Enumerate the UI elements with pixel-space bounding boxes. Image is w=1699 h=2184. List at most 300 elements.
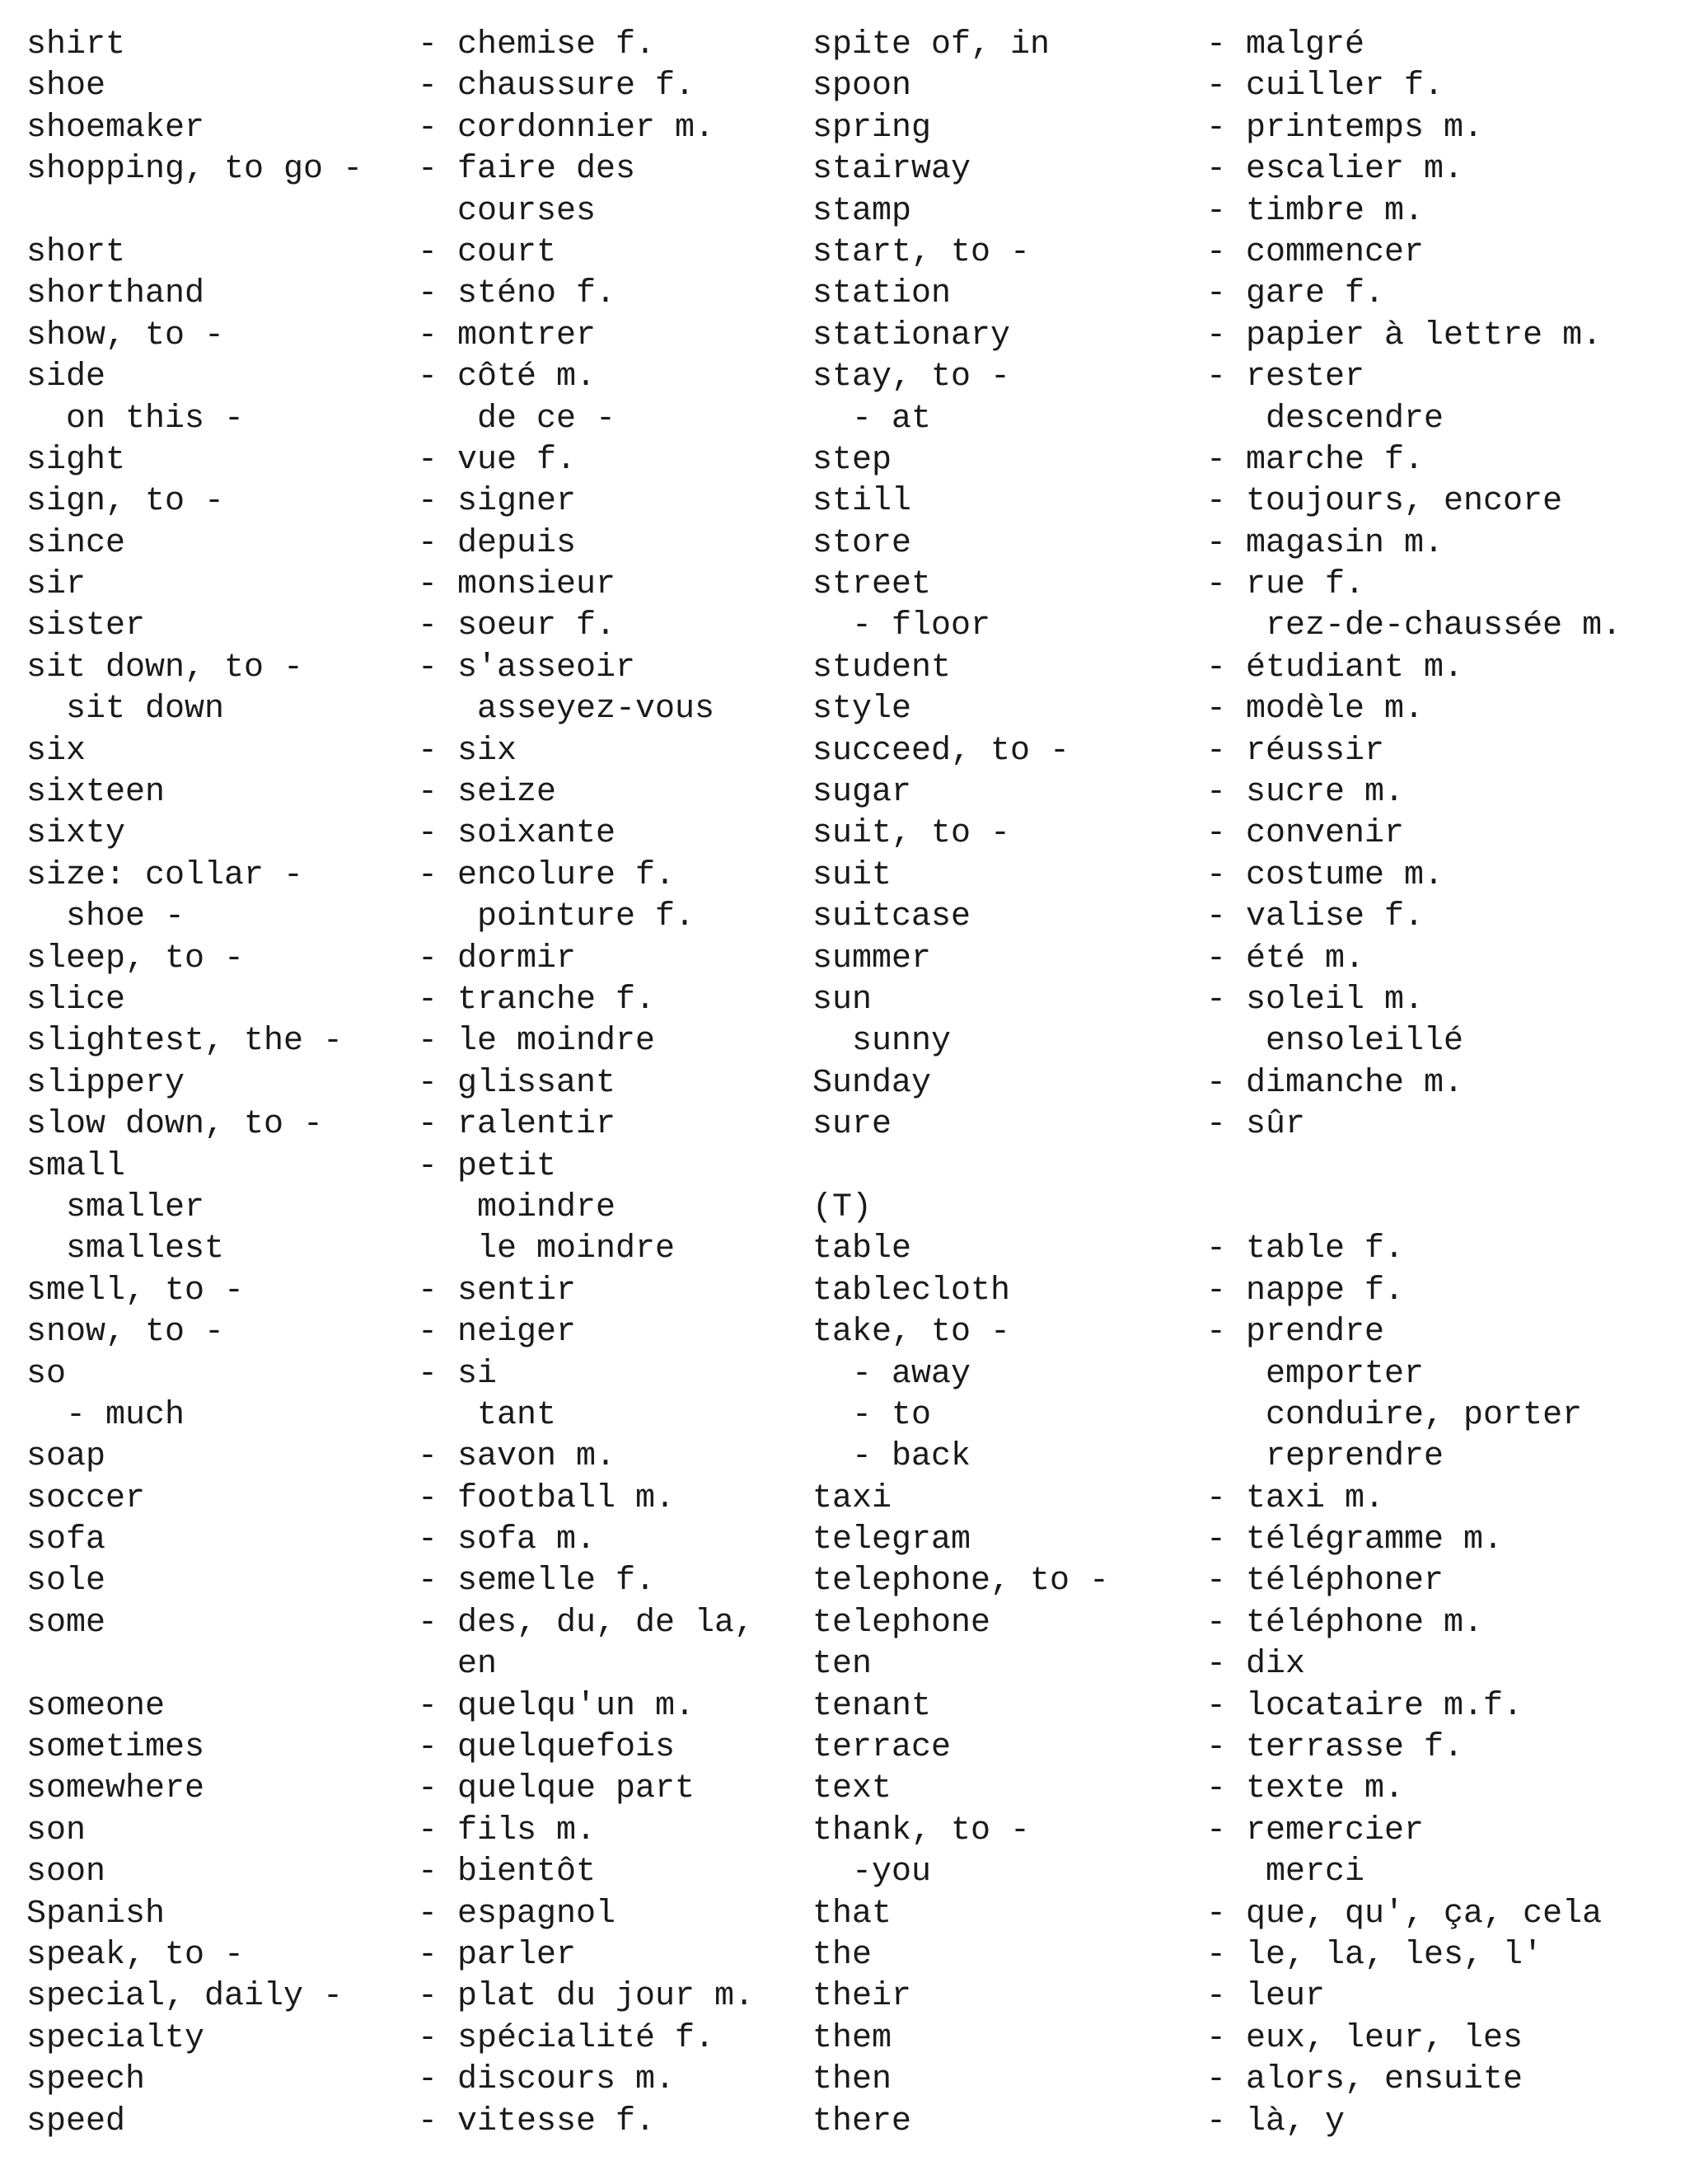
english-term: telegram [812,1521,971,1559]
french-translation: - le moindre [418,1023,656,1061]
french-translation: - côté m. [418,359,597,396]
english-term: taxi [812,1479,892,1517]
french-translation: - convenir [1206,815,1405,853]
french-translation: - malgré [1206,26,1365,63]
english-term: sure [812,1106,892,1144]
french-translation: - chemise f. [418,26,656,63]
glossary-entry [26,1976,834,2018]
french-translation: - texte m. [1206,1770,1405,1808]
english-term: shoe [26,68,106,105]
french-translation: - timbre m. [1206,192,1425,230]
english-term: spite of, in [812,26,1051,63]
french-translation: reprendre [1206,1438,1444,1476]
french-translation: emporter [1206,1355,1425,1393]
french-translation: - vue f. [418,441,577,479]
french-translation: - neiger [418,1314,577,1352]
glossary-entry [26,2102,834,2143]
glossary-entry [812,606,1686,647]
english-term: sight [26,441,126,479]
french-translation: - chaussure f. [418,68,695,105]
english-term: speak, to - [26,1936,245,1974]
english-term: style [812,691,912,729]
french-translation: - football m. [418,1479,676,1517]
english-term: slow down, to - [26,1106,324,1144]
glossary-entry [26,2060,834,2101]
french-translation: moindre [418,1188,616,1226]
french-translation: - savon m. [418,1438,616,1476]
glossary-entry [26,606,834,647]
glossary-entry [26,1436,834,1478]
french-translation: - faire des [418,151,636,189]
english-term: suit [812,856,892,894]
glossary-entry [26,523,834,565]
glossary-entry [812,1894,1686,1935]
french-translation: - quelquefois [418,1729,676,1767]
french-translation: - prendre [1206,1314,1385,1352]
english-term: sometimes [26,1729,205,1767]
glossary-entry [812,1727,1686,1769]
english-term: sofa [26,1521,106,1559]
english-term: table [812,1230,912,1268]
glossary-entry [26,1229,834,1270]
french-translation: ensoleillé [1206,1023,1464,1061]
glossary-entry [812,399,1686,440]
french-translation: - bientôt [418,1854,597,1891]
english-term: their [812,1978,912,2016]
english-term [26,191,418,232]
glossary-entry [26,1520,834,1561]
glossary-entry [26,1146,834,1188]
glossary-entry [812,1811,1686,1852]
glossary-entry [26,813,834,855]
english-term: succeed, to - [812,732,1070,770]
french-translation: - sténo f. [418,275,616,313]
english-term: smell, to - [26,1272,245,1310]
english-term: shoemaker [26,109,205,147]
glossary-entry [812,1852,1686,1893]
glossary-entry [26,481,834,523]
glossary-entry [26,772,834,813]
french-translation: - dimanche m. [1206,1064,1464,1102]
glossary-entry [26,1271,834,1312]
glossary-entry [812,1935,1686,1976]
english-term: store [812,524,912,562]
glossary-entry [812,1271,1686,1312]
french-translation: - printemps m. [1206,109,1484,147]
english-term: sign, to - [26,483,225,521]
french-translation: - télégramme m. [1206,1521,1504,1559]
french-translation: - nappe f. [1206,1272,1405,1310]
french-translation: - que, qu', ça, cela [1206,1895,1603,1933]
french-translation: - montrer [418,316,597,354]
french-translation: - magasin m. [1206,524,1444,562]
french-translation: - s'asseoir [418,649,636,687]
french-translation: - le, la, les, l' [1206,1936,1543,1974]
english-term [26,1644,418,1685]
french-translation: courses [418,192,597,230]
french-translation: - terrasse f. [1206,1729,1464,1767]
english-term: sixty [26,815,126,853]
french-translation: - eux, leur, les [1206,2019,1523,2057]
english-term: suit, to - [812,815,1011,853]
french-translation: - petit [418,1147,557,1185]
french-translation: - papier à lettre m. [1206,316,1603,354]
glossary-entry [26,897,834,938]
english-term: then [812,2061,892,2099]
english-term: shoe - [26,898,185,936]
glossary-entry [26,689,834,730]
french-translation: - court [418,233,557,271]
english-term: spoon [812,68,912,105]
english-term: suitcase [812,898,971,936]
glossary-entry [812,149,1686,190]
french-translation: conduire, porter [1206,1396,1583,1434]
french-translation: - sucre m. [1206,774,1405,812]
french-translation: pointure f. [418,898,695,936]
french-translation: - soixante [418,815,616,853]
french-translation: - réussir [1206,732,1385,770]
english-term: telephone [812,1604,991,1642]
glossary-entry [26,648,834,689]
english-term: some [26,1604,106,1642]
english-term: step [812,441,892,479]
glossary-entry [26,1811,834,1852]
glossary-entry [812,1312,1686,1353]
english-term: smaller [26,1188,205,1226]
french-translation: - alors, ensuite [1206,2061,1523,2099]
english-term: stationary [812,316,1011,354]
english-term: sole [26,1563,106,1601]
french-translation: - escalier m. [1206,151,1464,189]
glossary-entry [812,1104,1686,1146]
french-translation: de ce - [418,400,616,438]
english-term: shopping, to go - [26,151,363,189]
french-translation: - costume m. [1206,856,1444,894]
french-translation: - sûr [1206,1106,1306,1144]
french-translation: le moindre [418,1230,676,1268]
glossary-entry [812,1976,1686,2018]
french-translation: - rue f. [1206,566,1365,604]
french-translation: - dormir [418,940,577,977]
glossary-entry [26,399,834,440]
french-translation: - soeur f. [418,607,616,645]
french-translation: - gare f. [1206,275,1385,313]
english-term: speech [26,2061,146,2099]
english-term: someone [26,1687,166,1725]
english-term: stamp [812,192,912,230]
french-translation: - plat du jour m. [418,1978,755,2016]
french-translation: - toujours, encore [1206,483,1563,521]
french-translation: - cordonnier m. [418,109,715,147]
english-term: the [812,1936,873,1974]
glossary-entry [26,1063,834,1104]
glossary-entry [812,440,1686,481]
english-term: snow, to - [26,1314,225,1352]
glossary-entry [812,1021,1686,1062]
french-translation: merci [1206,1854,1365,1891]
french-translation: - valise f. [1206,898,1425,936]
glossary-entry [812,191,1686,232]
glossary-entry [26,1935,834,1976]
glossary-entry [812,1395,1686,1436]
glossary-left-column [26,25,834,2143]
english-term: - to [812,1396,932,1434]
french-translation: - locataire m.f. [1206,1687,1523,1725]
glossary-entry [812,1354,1686,1395]
english-term: - away [812,1355,971,1393]
glossary-entry [26,1603,834,1644]
english-term: street [812,566,932,604]
glossary-entry [26,66,834,107]
french-translation: - tranche f. [418,981,656,1019]
english-term: sugar [812,774,912,812]
glossary-entry [26,1644,834,1685]
glossary-entry [812,2102,1686,2143]
french-translation: - fils m. [418,1811,597,1849]
french-translation: descendre [1206,400,1444,438]
english-term: specialty [26,2019,205,2057]
english-term: special, daily - [26,1978,344,2016]
glossary-entry [812,1769,1686,1810]
glossary-entry [812,1063,1686,1104]
english-term: tenant [812,1687,932,1725]
glossary-entry [26,1395,834,1436]
english-term: somewhere [26,1770,205,1808]
glossary-entry [26,1104,834,1146]
glossary-entry [26,1769,834,1810]
english-term: sixteen [26,774,166,812]
french-translation: - marche f. [1206,441,1425,479]
french-translation: - étudiant m. [1206,649,1464,687]
glossary-entry [26,1021,834,1062]
french-translation: - leur [1206,1978,1326,2016]
french-translation: - téléphone m. [1206,1604,1484,1642]
french-translation: - rester [1206,359,1365,396]
english-term: small [26,1147,126,1185]
english-term: tablecloth [812,1272,1011,1310]
english-term: Sunday [812,1064,932,1102]
glossary-entry [26,1894,834,1935]
english-term: still [812,483,912,521]
glossary-entry [812,1644,1686,1685]
english-term: sit down [26,691,225,729]
french-translation: - téléphoner [1206,1563,1444,1601]
english-term: sit down, to - [26,649,304,687]
french-translation: - remercier [1206,1811,1425,1849]
french-translation: tant [418,1396,557,1434]
glossary-entry [812,1229,1686,1270]
english-term: sir [26,566,87,604]
glossary-entry [812,66,1686,107]
french-translation: - si [418,1355,498,1393]
french-translation: - dix [1206,1646,1306,1684]
english-term: son [26,1811,87,1849]
english-term: - at [812,400,932,438]
glossary-entry [812,316,1686,357]
english-term: summer [812,940,932,977]
glossary-entry [26,980,834,1021]
english-term: since [26,524,126,562]
glossary-entry [26,191,834,232]
french-translation: - modèle m. [1206,691,1425,729]
glossary-entry [812,731,1686,772]
french-translation: - ralentir [418,1106,616,1144]
glossary-entry [26,1312,834,1353]
glossary-entry [26,316,834,357]
glossary-entry [812,1561,1686,1602]
english-term [812,1146,1206,1188]
english-term: slippery [26,1064,185,1102]
glossary-entry [812,1520,1686,1561]
english-term: six [26,732,87,770]
english-term: - much [26,1396,185,1434]
glossary-entry [26,108,834,149]
glossary-entry [26,1479,834,1520]
glossary-entry [26,2018,834,2060]
english-term: there [812,2102,912,2140]
glossary-entry [812,565,1686,606]
glossary-entry [26,855,834,897]
english-term: soap [26,1438,106,1476]
glossary-entry [26,1686,834,1727]
glossary-entry [26,1188,834,1229]
english-term: soccer [26,1479,146,1517]
glossary-entry [812,813,1686,855]
english-term: shorthand [26,275,205,313]
glossary-entry [26,1727,834,1769]
glossary-entry [26,232,834,274]
glossary-entry [26,149,834,190]
english-term: them [812,2019,892,2057]
glossary-entry [26,939,834,980]
french-translation: en [418,1646,498,1684]
english-term: slightest, the - [26,1023,344,1061]
french-translation: - des, du, de la, [418,1604,755,1642]
english-term: - floor [812,607,991,645]
english-term: - back [812,1438,971,1476]
english-term: terrace [812,1729,952,1767]
french-translation: - table f. [1206,1230,1405,1268]
english-term: ten [812,1646,873,1684]
glossary-entry [812,25,1686,66]
english-term: stay, to - [812,359,1011,396]
french-translation: - sentir [418,1272,577,1310]
glossary-entry [812,481,1686,523]
french-translation: - taxi m. [1206,1479,1385,1517]
english-term: Spanish [26,1895,166,1933]
english-term: size: collar - [26,856,304,894]
english-term: sleep, to - [26,940,245,977]
french-translation: - seize [418,774,557,812]
glossary-entry [812,689,1686,730]
french-translation: - quelqu'un m. [418,1687,695,1725]
glossary-entry [812,980,1686,1021]
glossary-entry [26,274,834,315]
french-translation: - sofa m. [418,1521,597,1559]
french-translation: - monsieur [418,566,616,604]
french-translation: - vitesse f. [418,2102,656,2140]
english-term: side [26,359,106,396]
glossary-entry [812,939,1686,980]
glossary-entry [26,440,834,481]
glossary-entry [812,2060,1686,2101]
french-translation: - là, y [1206,2102,1346,2140]
english-term: student [812,649,952,687]
french-translation: rez-de-chaussée m. [1206,607,1622,645]
glossary-entry [812,855,1686,897]
french-translation: - spécialité f. [418,2019,715,2057]
glossary-entry [812,232,1686,274]
english-term: spring [812,109,932,147]
glossary-entry [812,523,1686,565]
glossary-entry [26,25,834,66]
french-translation: - depuis [418,524,577,562]
english-term: -you [812,1854,932,1891]
glossary-entry [812,2018,1686,2060]
glossary-entry [812,1479,1686,1520]
glossary-entry [26,1561,834,1602]
english-term: sister [26,607,146,645]
french-translation: - parler [418,1936,577,1974]
french-translation: - discours m. [418,2061,676,2099]
glossary-entry [26,565,834,606]
glossary-entry [812,1686,1686,1727]
english-term: show, to - [26,316,225,354]
english-term: short [26,233,126,271]
glossary-entry [812,897,1686,938]
english-term: thank, to - [812,1811,1031,1849]
french-translation: - espagnol [418,1895,616,1933]
french-translation: - été m. [1206,940,1365,977]
french-translation: - cuiller f. [1206,68,1444,105]
glossary-entry [812,1436,1686,1478]
english-term: text [812,1770,892,1808]
glossary-entry [812,772,1686,813]
english-term: station [812,275,952,313]
french-translation: - six [418,732,517,770]
english-term: that [812,1895,892,1933]
english-term: telephone, to - [812,1563,1110,1601]
english-term: soon [26,1854,106,1891]
english-term: shirt [26,26,126,63]
english-term: stairway [812,151,971,189]
glossary-entry [26,357,834,398]
glossary-entry [812,274,1686,315]
french-translation: - commencer [1206,233,1425,271]
english-term: on this - [26,400,245,438]
french-translation: - glissant [418,1064,616,1102]
english-term: so [26,1355,67,1393]
french-translation: - quelque part [418,1770,695,1808]
french-translation: asseyez-vous [418,691,715,729]
glossary-entry [812,357,1686,398]
english-term: slice [26,981,126,1019]
english-term: sunny [812,1023,952,1061]
french-translation: - signer [418,483,577,521]
glossary-entry [812,1603,1686,1644]
english-term: (T) [812,1188,873,1226]
glossary-right-column [812,25,1686,2143]
english-term: smallest [26,1230,225,1268]
glossary-entry [812,648,1686,689]
english-term: speed [26,2102,126,2140]
glossary-entry [26,731,834,772]
glossary-entry [812,108,1686,149]
glossary-entry [26,1354,834,1395]
glossary-entry [26,1852,834,1893]
glossary-entry [812,1146,1686,1188]
english-term: take, to - [812,1314,1011,1352]
